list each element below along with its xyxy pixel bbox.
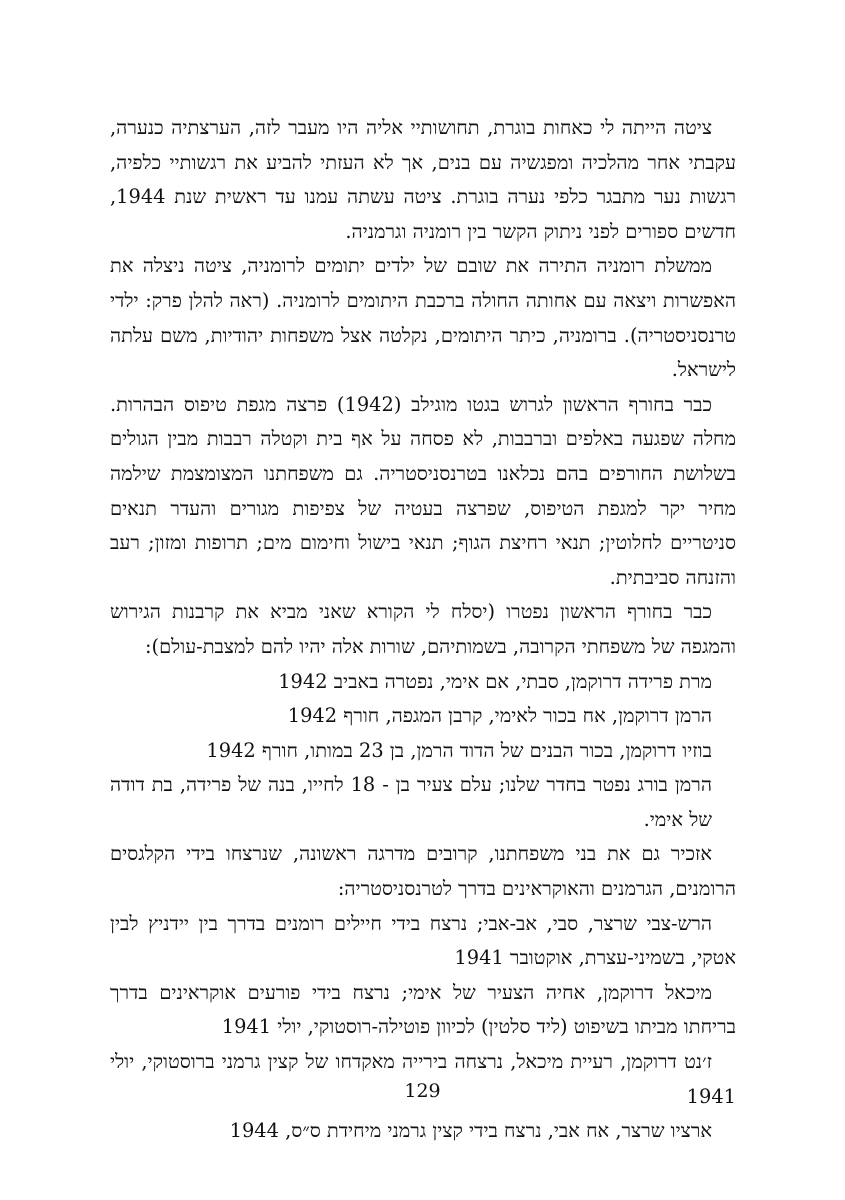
paragraph-murdered-relatives: אזכיר גם את בני משפחתנו, קרובים מדרגה ראשונה, שנרצחו בידי הקלגסים הרומנים, הגרמנים והאוקראינים בדרך לטרנסניסטריה: [110,842,736,901]
paragraph-typhus-epidemic: כבר בחורף הראשון לגרוש בגטו מוגילב (1942) פרצה מגפת טיפוס הבהרות. מחלה שפגעה באלפים וברבבות, לא פסחה על אף בית וקטלה רבבות מבין הגולים בשלושת החורפים בהם נכלאנו בטרנסניסטריה. גם משפחתנו המצומצמת שילמה מחיר יקר למגפת הטיפוס, שפרצה בעטיה של צפיפות מגורים והעדר תנאים סניטריים לחלוטין; תנאי רחיצת הגוף; תנאי בישול וחימום מים; תרופות ומזון; רעב והזנחה סביבתית. [110,392,736,589]
memorial-entry-buzio-drukman: בוזיו דרוקמן, בכור הבנים של הדוד הרמן, בן 23 במותו, חורף 1942 [206,738,712,762]
page-number: 129 [404,1080,441,1102]
paragraph-zita: ציטה הייתה לי כאחות בוגרת, תחושותיי אליה היו מעבר לזה, הערצתיה כנערה, עקבתי אחר מהלכיה ומפגשיה עם בנים, אך לא העזתי להביע את רגשותיי כלפיה, רגשות נער מתבגר כלפי נערה בוגרת. ציטה עשתה עמנו עד ראשית שנת 1944, חדשים ספורים לפני ניתוק הקשר בין רומניה וגרמניה. [110,116,736,243]
memorial-entry-frida-drukman: מרת פרידה דרוקמן, סבתי, אם אימי, נפטרה באביב 1942 [278,669,712,693]
memorial-entry-herman-drukman: הרמן דרוקמן, אח בכור לאימי, קרבן המגפה, חורף 1942 [287,704,712,728]
memorial-entry-michael-drukman: מיכאל דרוקמן, אחיה הצעיר של אימי; נרצח בידי פורעים אוקראינים בדרך בריחתו מביתו בשיפוט (ליד סלטין) לכיוון פוטילה-רוסטוקי, יולי 1941 [110,980,736,1039]
memorial-entry-artzio-shertzer: ארציו שרצר, אח אבי, נרצח בידי קצין גרמני מיחידת ס״ס, 1944 [229,1119,712,1143]
document-body [110,111,736,1149]
paragraph-orphans-return: ממשלת רומניה התירה את שובם של ילדים יתומים לרומניה, ציטה ניצלה את האפשרות ויצאה עם אחותה החולה ברכבת היתומים לרומניה. (ראה להלן פרק: ילדי טרנסניסטריה). ברומניה, כיתר היתומים, נקלטה אצל משפחות יהודיות, משם עלתה לישראל. [110,254,736,382]
memorial-entry-zhanet-drukman: ז׳נט דרוקמן, רעיית מיכאל, נרצחה בירייה מאקדחו של קצין גרמני ברוסטוקי, יולי 1941 [110,1050,736,1108]
memorial-entry-herman-burg: הרמן בורג נפטר בחדר שלנו; עלם צעיר בן - 18 לחייו, בנה של פרידה, בת דודה של אימי. [110,773,712,831]
paragraph-first-winter-deaths: כבר בחורף הראשון נפטרו (יסלח לי הקורא שאני מביא את קרבנות הגירוש והמגפה של משפחתי הקרובה, בשמותיהם, שורות אלה יהיו להם למצבת-עולם): [110,600,736,658]
memorial-entry-hersh-tzvi-shertzer: הרש-צבי שרצר, סבי, אב-אבי; נרצח בידי חיילים רומנים בדרך בין יידניץ לבין אטקי, בשמיני-עצרת, אוקטובר 1941 [110,911,736,970]
